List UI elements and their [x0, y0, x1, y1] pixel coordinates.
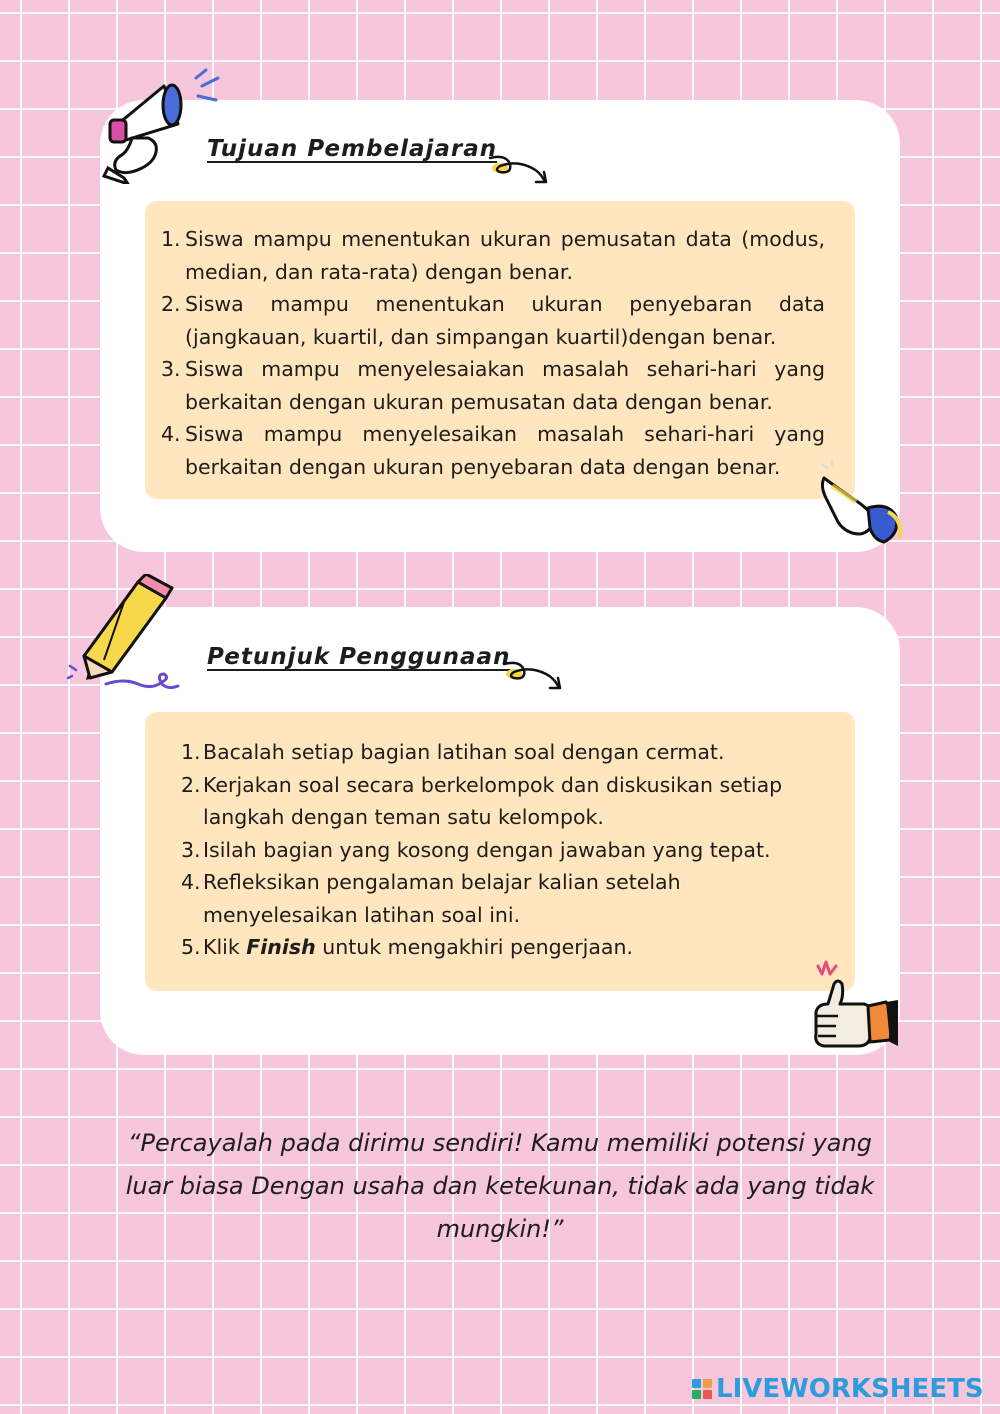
finish-keyword: Finish	[246, 935, 316, 959]
motivational-quote: “Percayalah pada dirimu sendiri! Kamu memiliki potensi yang luar biasa Dengan usaha dan ketekunan, tidak ada yang tidak mungkin!”	[125, 1129, 875, 1243]
list-item: 1. Bacalah setiap bagian latihan soal dengan cermat.	[181, 740, 725, 764]
list-item: 3. Isilah bagian yang kosong dengan jawaban yang tepat.	[181, 837, 771, 862]
objectives-box	[145, 201, 855, 499]
pencil-icon	[66, 574, 182, 694]
thumbs-up-icon	[804, 956, 900, 1056]
list-item: 4. Refleksikan pengalaman belajar kalian setelah menyelesaikan latihan soal ini.	[181, 870, 681, 927]
objectives-title: Tujuan Pembelajaran	[207, 136, 498, 162]
list-item: 2. Siswa mampu menentukan ukuran penyebaran data (jangkauan, kuartil, dan simpangan kuartil)dengan benar.	[161, 292, 825, 349]
logo-grid-icon	[692, 1379, 712, 1399]
liveworksheets-logo[interactable]	[692, 1373, 984, 1405]
list-item: 5. Klik Finish untuk mengakhiri pengerjaan.	[181, 935, 633, 959]
list-item: 2. Kerjakan soal secara berkelompok dan diskusikan setiap langkah dengan teman satu kelompok.	[181, 772, 783, 829]
list-item: 4. Siswa mampu menyelesaikan masalah sehari-hari yang berkaitan dengan ukuran penyebaran data dengan benar.	[161, 422, 825, 479]
list-item: 1. Siswa mampu menentukan ukuran pemusatan data (modus, median, dan rata-rata) dengan benar.	[161, 227, 825, 284]
instructions-list	[181, 736, 825, 964]
squiggle-arrow-icon	[486, 150, 552, 190]
pointing-hand-icon	[812, 458, 904, 552]
list-item: 3. Siswa mampu menyelesaiakan masalah sehari-hari yang berkaitan dengan ukuran pemusatan data dengan benar.	[161, 357, 825, 414]
megaphone-icon	[98, 66, 233, 184]
brand-wordmark: LIVEWORKSHEETS	[716, 1374, 984, 1404]
squiggle-arrow-icon	[500, 656, 566, 696]
instructions-title: Petunjuk Penggunaan	[207, 644, 511, 670]
objectives-list	[161, 223, 825, 483]
instructions-box	[145, 712, 855, 991]
